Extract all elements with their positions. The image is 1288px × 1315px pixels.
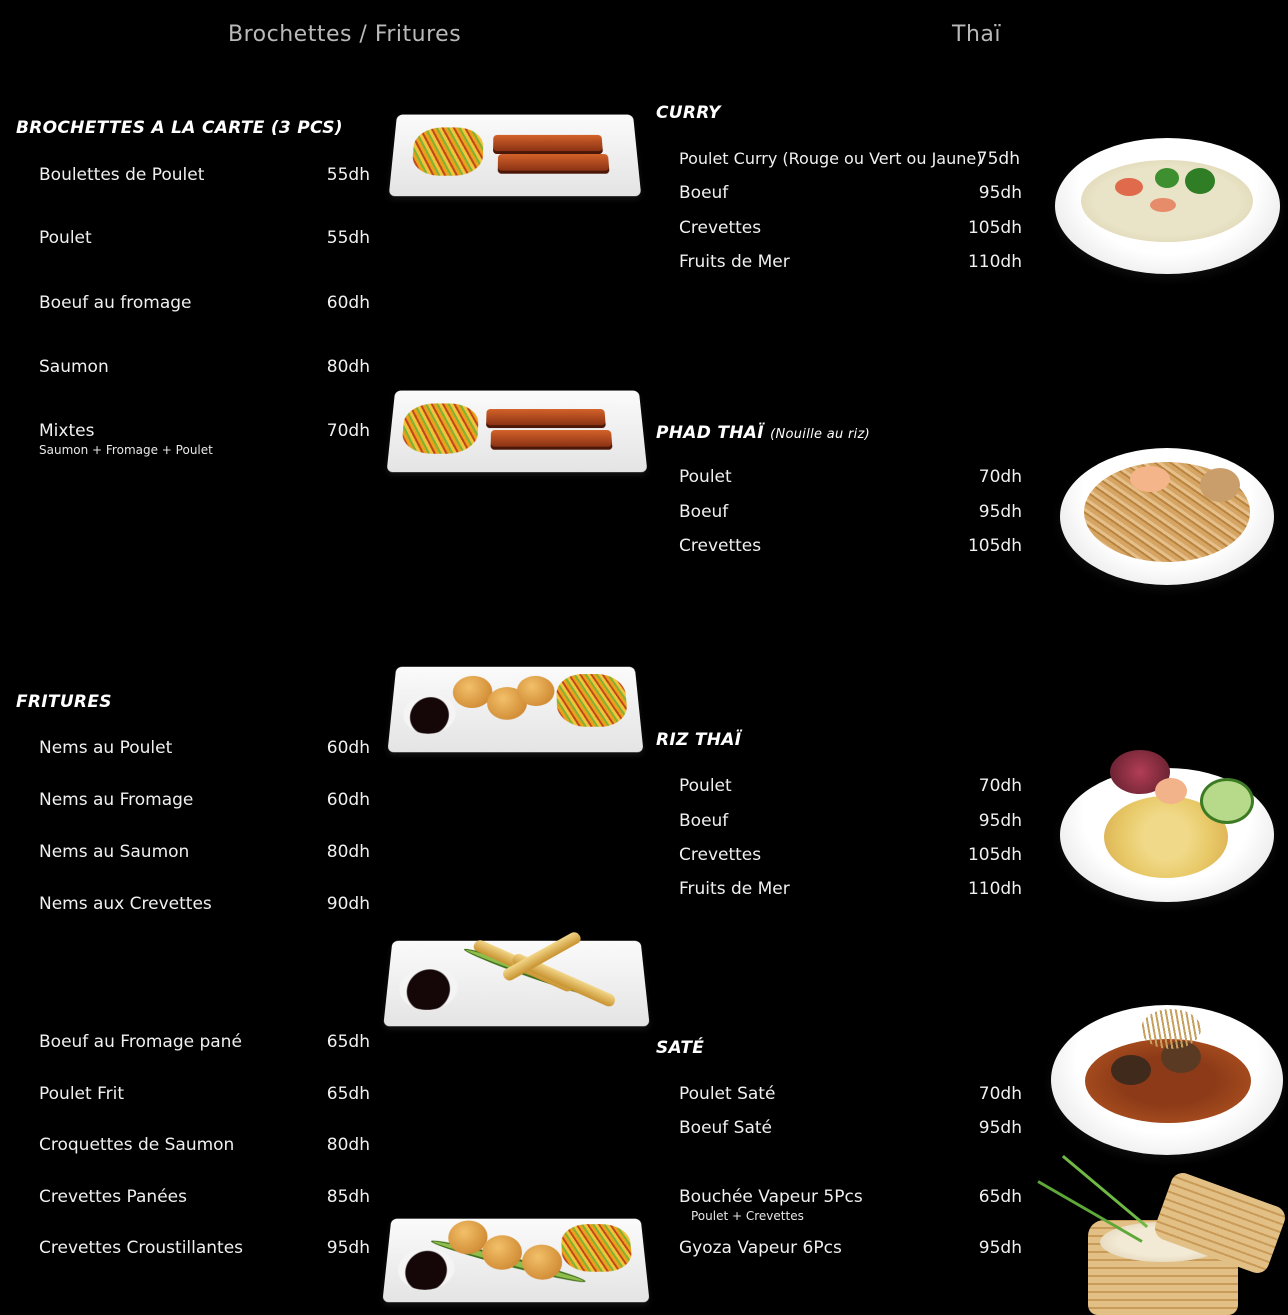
- menu-item-name: Boulettes de Poulet: [39, 165, 205, 185]
- menu-item-name: Poulet: [39, 228, 92, 248]
- phad-thai-bowl-photo: [1060, 448, 1274, 585]
- menu-item-price: 95dh: [978, 502, 1022, 522]
- menu-item-price: 95dh: [326, 1238, 370, 1258]
- menu-item-name: Nems aux Crevettes: [39, 894, 212, 914]
- menu-item-price: 85dh: [326, 1187, 370, 1207]
- menu-item-price: 55dh: [326, 228, 370, 248]
- menu-item-name: Boeuf Saté: [679, 1118, 773, 1138]
- steamer-basket-photo: [1030, 1180, 1288, 1315]
- menu-item-price: 90dh: [326, 894, 370, 914]
- sate-bowl-photo: [1051, 1005, 1283, 1155]
- section-header-right: Thaï: [952, 22, 1001, 47]
- menu-item-name: Nems au Poulet: [39, 738, 173, 758]
- menu-item-name: Poulet: [679, 776, 732, 796]
- menu-item-name: Boeuf au fromage: [39, 293, 192, 313]
- riz-thai-bowl-photo: [1060, 768, 1274, 902]
- menu-item-name: Crevettes Croustillantes: [39, 1238, 244, 1258]
- menu-item-price: 110dh: [967, 879, 1022, 899]
- menu-item-name: Fruits de Mer: [679, 252, 790, 272]
- menu-item-name: Poulet Saté: [679, 1084, 776, 1104]
- menu-item-name: Nems au Saumon: [39, 842, 190, 862]
- menu-item-name: Crevettes: [679, 845, 762, 865]
- menu-item-name: Fruits de Mer: [679, 879, 790, 899]
- menu-item-price: 70dh: [978, 467, 1022, 487]
- menu-item-price: 65dh: [978, 1187, 1022, 1207]
- menu-item-price: 70dh: [326, 421, 370, 441]
- menu-item-name: Crevettes: [679, 536, 762, 556]
- menu-item-price: 75dh: [976, 149, 1020, 169]
- menu-item-price: 110dh: [967, 252, 1022, 272]
- menu-item-name: Bouchée Vapeur 5Pcs: [679, 1187, 863, 1207]
- menu-item-name: Poulet: [679, 467, 732, 487]
- menu-item-price: 60dh: [326, 293, 370, 313]
- menu-item-name: Crevettes Panées: [39, 1187, 187, 1207]
- menu-item-name: Boeuf: [679, 183, 729, 203]
- menu-item-name: Saumon: [39, 357, 109, 377]
- menu-item-price: 60dh: [326, 790, 370, 810]
- menu-item-price: 105dh: [967, 536, 1022, 556]
- menu-item-price: 80dh: [326, 1135, 370, 1155]
- menu-item-price: 65dh: [326, 1084, 370, 1104]
- menu-item-price: 60dh: [326, 738, 370, 758]
- nems-plate-photo: [383, 941, 649, 1026]
- menu-item-price: 95dh: [978, 1118, 1022, 1138]
- menu-item-price: 65dh: [326, 1032, 370, 1052]
- menu-item-name: Boeuf: [679, 811, 729, 831]
- section-header-left: Brochettes / Fritures: [228, 22, 462, 47]
- menu-item-name: Nems au Fromage: [39, 790, 194, 810]
- menu-item-price: 70dh: [978, 1084, 1022, 1104]
- menu-item-price: 105dh: [967, 218, 1022, 238]
- category-title-phad-thai: [656, 423, 870, 443]
- category-title-sate: SATÉ: [656, 1038, 705, 1058]
- croquettes-plate-photo: [382, 1219, 649, 1303]
- category-subtitle: (Nouille au riz): [770, 427, 871, 442]
- menu-item-name: Poulet Curry (Rouge ou Vert ou Jaune): [679, 149, 983, 168]
- skewer-plate-photo: [389, 115, 642, 197]
- category-title-curry: CURRY: [656, 103, 721, 123]
- category-title-brochettes: BROCHETTES A LA CARTE (3 PCS): [16, 118, 343, 138]
- skewer-plate-photo: [387, 391, 648, 473]
- menu-item-note: Poulet + Crevettes: [691, 1209, 804, 1223]
- menu-item-price: 80dh: [326, 842, 370, 862]
- menu-item-name: Crevettes: [679, 218, 762, 238]
- menu-item-price: 80dh: [326, 357, 370, 377]
- menu-item-name: Poulet Frit: [39, 1084, 124, 1104]
- menu-item-note: Saumon + Fromage + Poulet: [39, 443, 213, 457]
- menu-item-name: Croquettes de Saumon: [39, 1135, 235, 1155]
- menu-item-name: Mixtes: [39, 421, 95, 441]
- menu-item-price: 70dh: [978, 776, 1022, 796]
- menu-item-name: Boeuf au Fromage pané: [39, 1032, 242, 1052]
- category-title: PHAD THAÏ: [656, 423, 764, 443]
- menu-item-price: 95dh: [978, 811, 1022, 831]
- menu-item-name: Boeuf: [679, 502, 729, 522]
- menu-item-price: 95dh: [978, 1238, 1022, 1258]
- menu-item-name: Gyoza Vapeur 6Pcs: [679, 1238, 842, 1258]
- category-title-riz-thai: RIZ THAÏ: [656, 730, 742, 750]
- menu-item-price: 105dh: [967, 845, 1022, 865]
- curry-bowl-photo: [1055, 138, 1280, 274]
- fried-plate-photo: [387, 667, 643, 752]
- category-title-fritures: FRITURES: [16, 692, 112, 712]
- menu-item-price: 55dh: [326, 165, 370, 185]
- menu-item-price: 95dh: [978, 183, 1022, 203]
